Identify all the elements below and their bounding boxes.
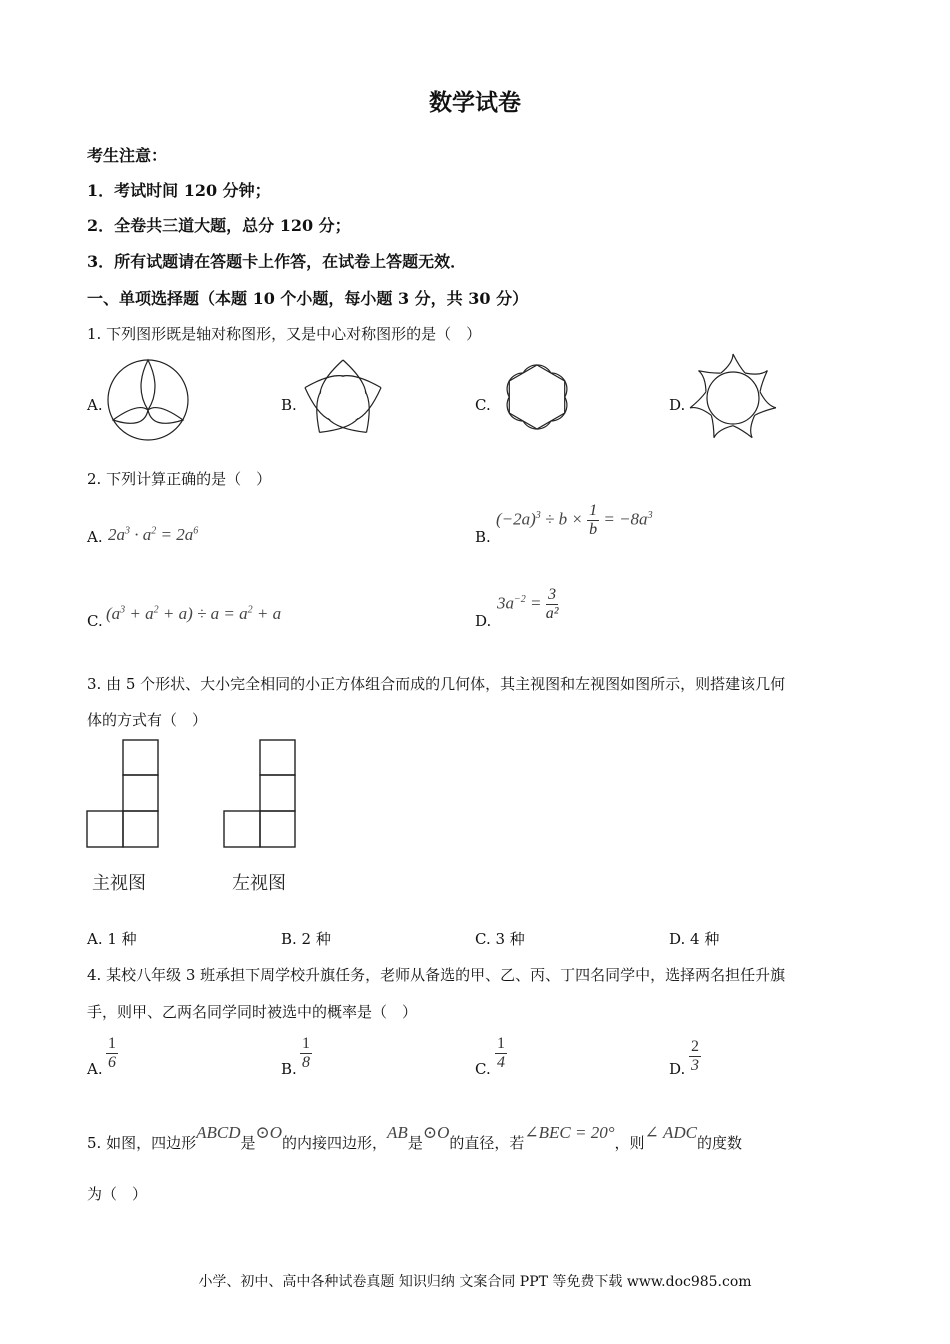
q2-option-b-fraction: $\frac{1}{b}$ (589, 502, 598, 538)
q4-option-a-fraction: $\frac{1}{6}$ (108, 1035, 116, 1071)
q4-option-b-fraction: $\frac{1}{8}$ (302, 1035, 310, 1071)
q2-option-c-formula: $(a^3 + a^2 + a) \div a = a^2 + a$ (106, 604, 282, 623)
q3-option-c: C. 3 种 (475, 930, 525, 948)
notice-item-2: 2．全卷共三道大题，总分 120 分； (87, 216, 351, 235)
q3-left-view-label: 左视图 (232, 873, 286, 894)
q1-stem: 1. 下列图形既是轴对称图形，又是中心对称图形的是（ ） (87, 325, 482, 343)
q3-front-view-figure (86, 739, 160, 849)
q1-figure-b (300, 355, 386, 441)
notice-item-3: 3．所有试题请在答题卡上作答，在试卷上答题无效． (87, 252, 467, 271)
q2-option-d-fraction: $\frac{3}{\text{a²}}$ (545, 586, 559, 622)
q4-label-d: D. (669, 1060, 686, 1078)
q1-figure-d (688, 352, 778, 442)
q4-stem-line1: 4. 某校八年级 3 班承担下周学校升旗任务，老师从备选的甲、乙、丙、丁四名同学中，选择两名担任升旗 (87, 966, 786, 984)
q3-option-a: A. 1 种 (87, 930, 137, 948)
q4-label-b: B. (281, 1060, 297, 1078)
q2-option-d-formula: $3a^{-2}$ = $\frac{3}{\text{a²}}$ (497, 586, 559, 622)
q2-label-c: C. (87, 612, 103, 630)
q5-stem-line2: 为（ ） (87, 1185, 148, 1203)
q3-left-view-figure (223, 739, 297, 849)
q2-label-a: A. (87, 528, 103, 546)
q2-option-a-formula: $2a^3 \cdot a^2 = 2a^6$ (108, 525, 199, 544)
q2-stem: 2. 下列计算正确的是（ ） (87, 470, 272, 488)
q2-label-b: B. (475, 528, 491, 546)
q1-label-b: B. (281, 396, 297, 414)
q4-stem-line2: 手，则甲、乙两名同学同时被选中的概率是（ ） (87, 1003, 418, 1021)
notice-heading: 考生注意： (87, 146, 168, 165)
section-heading: 一、单项选择题（本题 10 个小题，每小题 3 分，共 30 分） (87, 289, 529, 308)
q1-label-a: A. (87, 396, 103, 414)
q5-stem-line1: 5. 如图，四边形ABCD是⊙O的内接四边形，AB是⊙O的直径，若∠BEC = 20°，则∠ ADC的度数 (87, 1123, 743, 1152)
q4-label-c: C. (475, 1060, 491, 1078)
q3-option-d: D. 4 种 (669, 930, 720, 948)
q2-option-b-formula: $(-2a)^3 \div b$ × $\frac{1}{b}$ = $-8a^3$ (496, 502, 653, 538)
page-title: 数学试卷 (429, 89, 521, 116)
q1-label-c: C. (475, 396, 491, 414)
page-footer: 小学、初中、高中各种试卷真题 知识归纳 文案合同 PPT 等免费下载 www.doc985.com (198, 1274, 752, 1290)
q2-label-d: D. (475, 612, 492, 630)
q1-figure-c (494, 352, 580, 442)
q3-option-b: B. 2 种 (281, 930, 331, 948)
q4-label-a: A. (87, 1060, 103, 1078)
q3-stem-line2: 体的方式有（ ） (87, 711, 208, 729)
q1-figure-a (106, 358, 190, 442)
q4-option-c-fraction: $\frac{1}{4}$ (497, 1035, 505, 1071)
q4-option-d-fraction: $\frac{2}{3}$ (691, 1038, 699, 1074)
q3-stem-line1: 3. 由 5 个形状、大小完全相同的小正方体组合而成的几何体，其主视图和左视图如图所示，则搭建该几何 (87, 675, 786, 693)
q1-label-d: D. (669, 396, 686, 414)
notice-item-1: 1．考试时间 120 分钟； (87, 181, 271, 200)
q3-front-view-label: 主视图 (92, 873, 146, 894)
